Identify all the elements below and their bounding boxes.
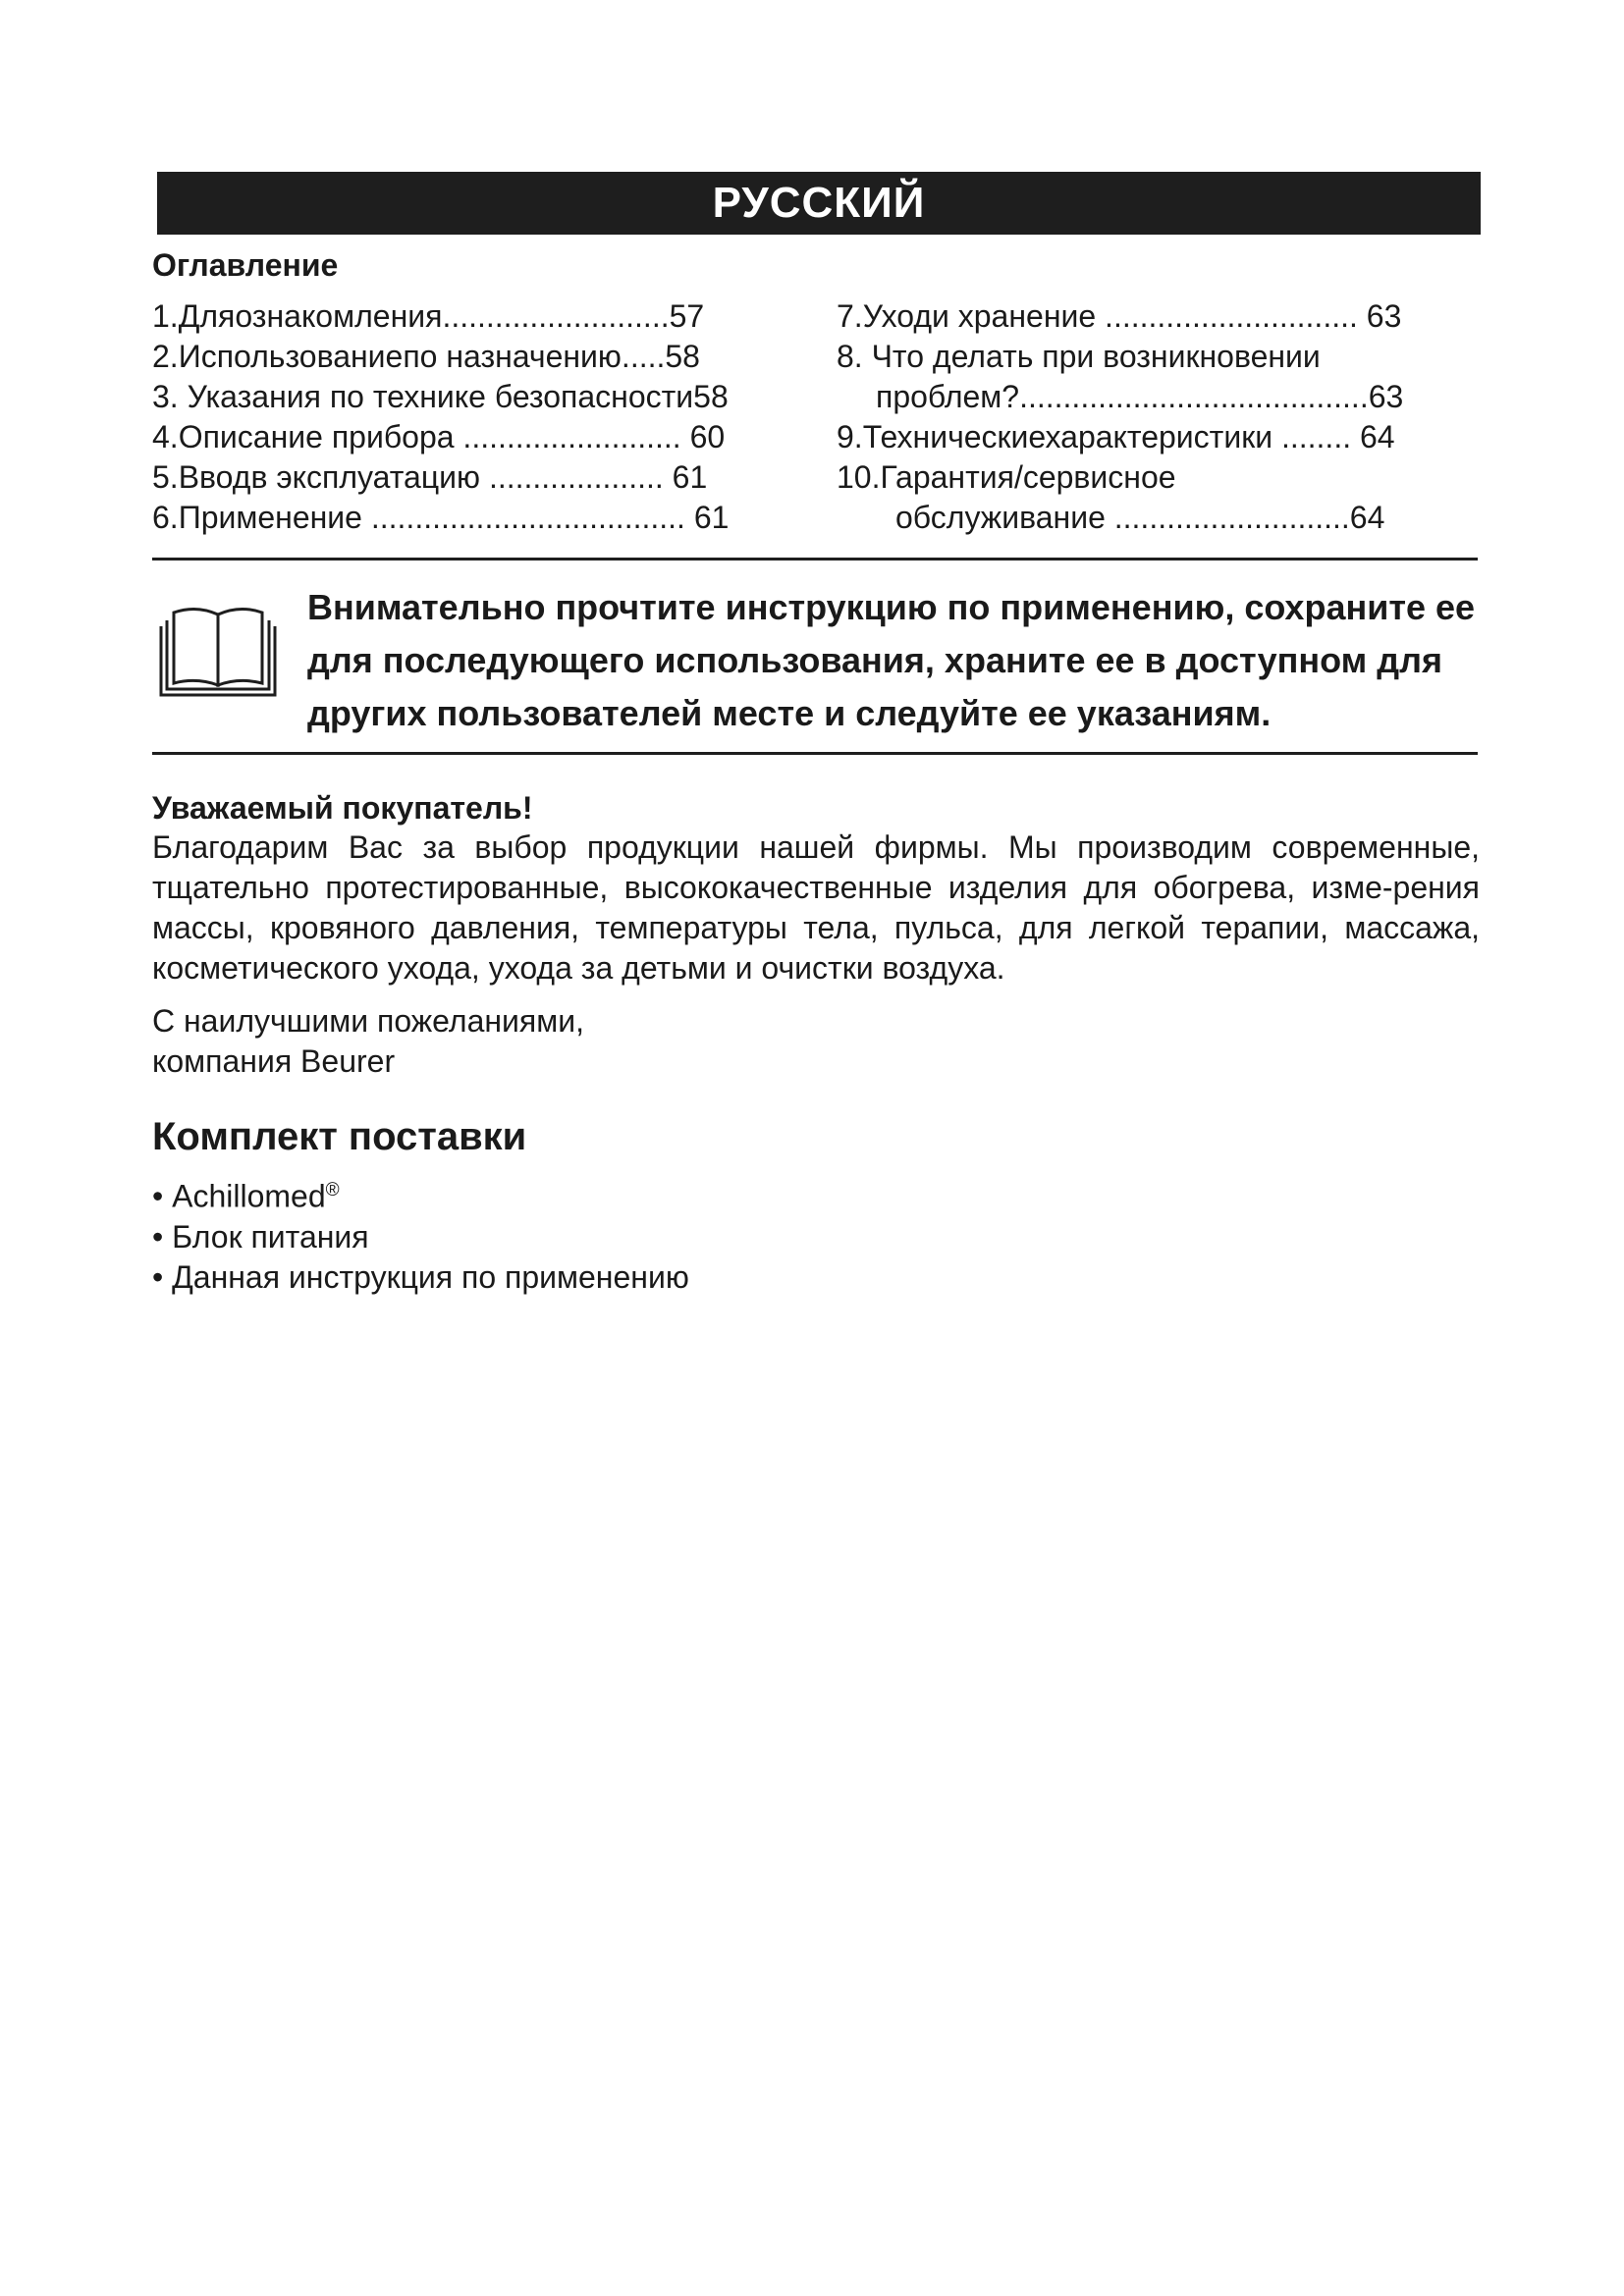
closing-line: С наилучшими пожеланиями, (152, 1003, 585, 1039)
notice-text: Внимательно прочтите инструкцию по применению, сохраните ее для последующего использования, храните ее в доступном для других пользователей месте и следуйте ее указаниям. (307, 587, 1476, 733)
list-item-label: Блок питания (172, 1218, 369, 1255)
delivery-title: Комплект поставки (152, 1115, 527, 1158)
toc-left-column (152, 296, 781, 538)
divider-bottom (152, 752, 1478, 755)
toc-entry: 5.Вводв эксплуатацию .................... 61 (152, 459, 708, 495)
toc-entry-continuation: проблем?........................................63 (876, 379, 1404, 414)
list-item: • Блок питания (152, 1218, 369, 1255)
toc-title: Оглавление (152, 247, 339, 283)
registered-mark: ® (325, 1180, 340, 1201)
divider-top (152, 558, 1478, 561)
toc-right-column (837, 296, 1445, 538)
language-banner (157, 172, 1481, 235)
company-line: компания Beurer (152, 1043, 396, 1079)
toc-entry: 4.Описание прибора ......................... 60 (152, 419, 726, 454)
toc-entry: 8. Что делать при возникновении (837, 339, 1321, 374)
list-item-label: Данная инструкция по применению (172, 1258, 689, 1295)
toc-entry: 3. Указания по технике безопасности58 (152, 379, 729, 414)
language-title: РУССКИЙ (712, 179, 926, 227)
delivery-list (152, 1170, 689, 1298)
toc-entry: 1.Дляознакомления..........................57 (152, 298, 705, 334)
signature-block (152, 1001, 584, 1082)
intro-paragraph: Благодарим Вас за выбор продукции нашей фирмы. Мы производим современные, тщательно протестированные, высококачественные изделия для обогрева, изме-рения массы, кровяного давления, температуры тела, пульса, для легкой терапии, массажа, косметического ухода, ухода за детьми и очистки воздуха. (152, 829, 1480, 986)
list-item: • Achillomed® (152, 1178, 340, 1214)
toc-entry: 2.Использованиепо назначению.....58 (152, 339, 700, 374)
toc-entry: 9.Техническиехарактеристики ........ 64 (837, 419, 1395, 454)
toc-entry: 6.Применение .................................... 61 (152, 500, 730, 535)
open-book-icon (157, 601, 279, 699)
list-item-label: Achillomed (172, 1178, 326, 1214)
toc-entry: 7.Уходи хранение ............................. 63 (837, 298, 1402, 334)
greeting: Уважаемый покупатель! (152, 790, 533, 826)
toc-entry-continuation: обслуживание ...........................64 (895, 500, 1385, 535)
toc-entry: 10.Гарантия/сервисное (837, 459, 1176, 495)
list-item: • Данная инструкция по применению (152, 1258, 689, 1295)
